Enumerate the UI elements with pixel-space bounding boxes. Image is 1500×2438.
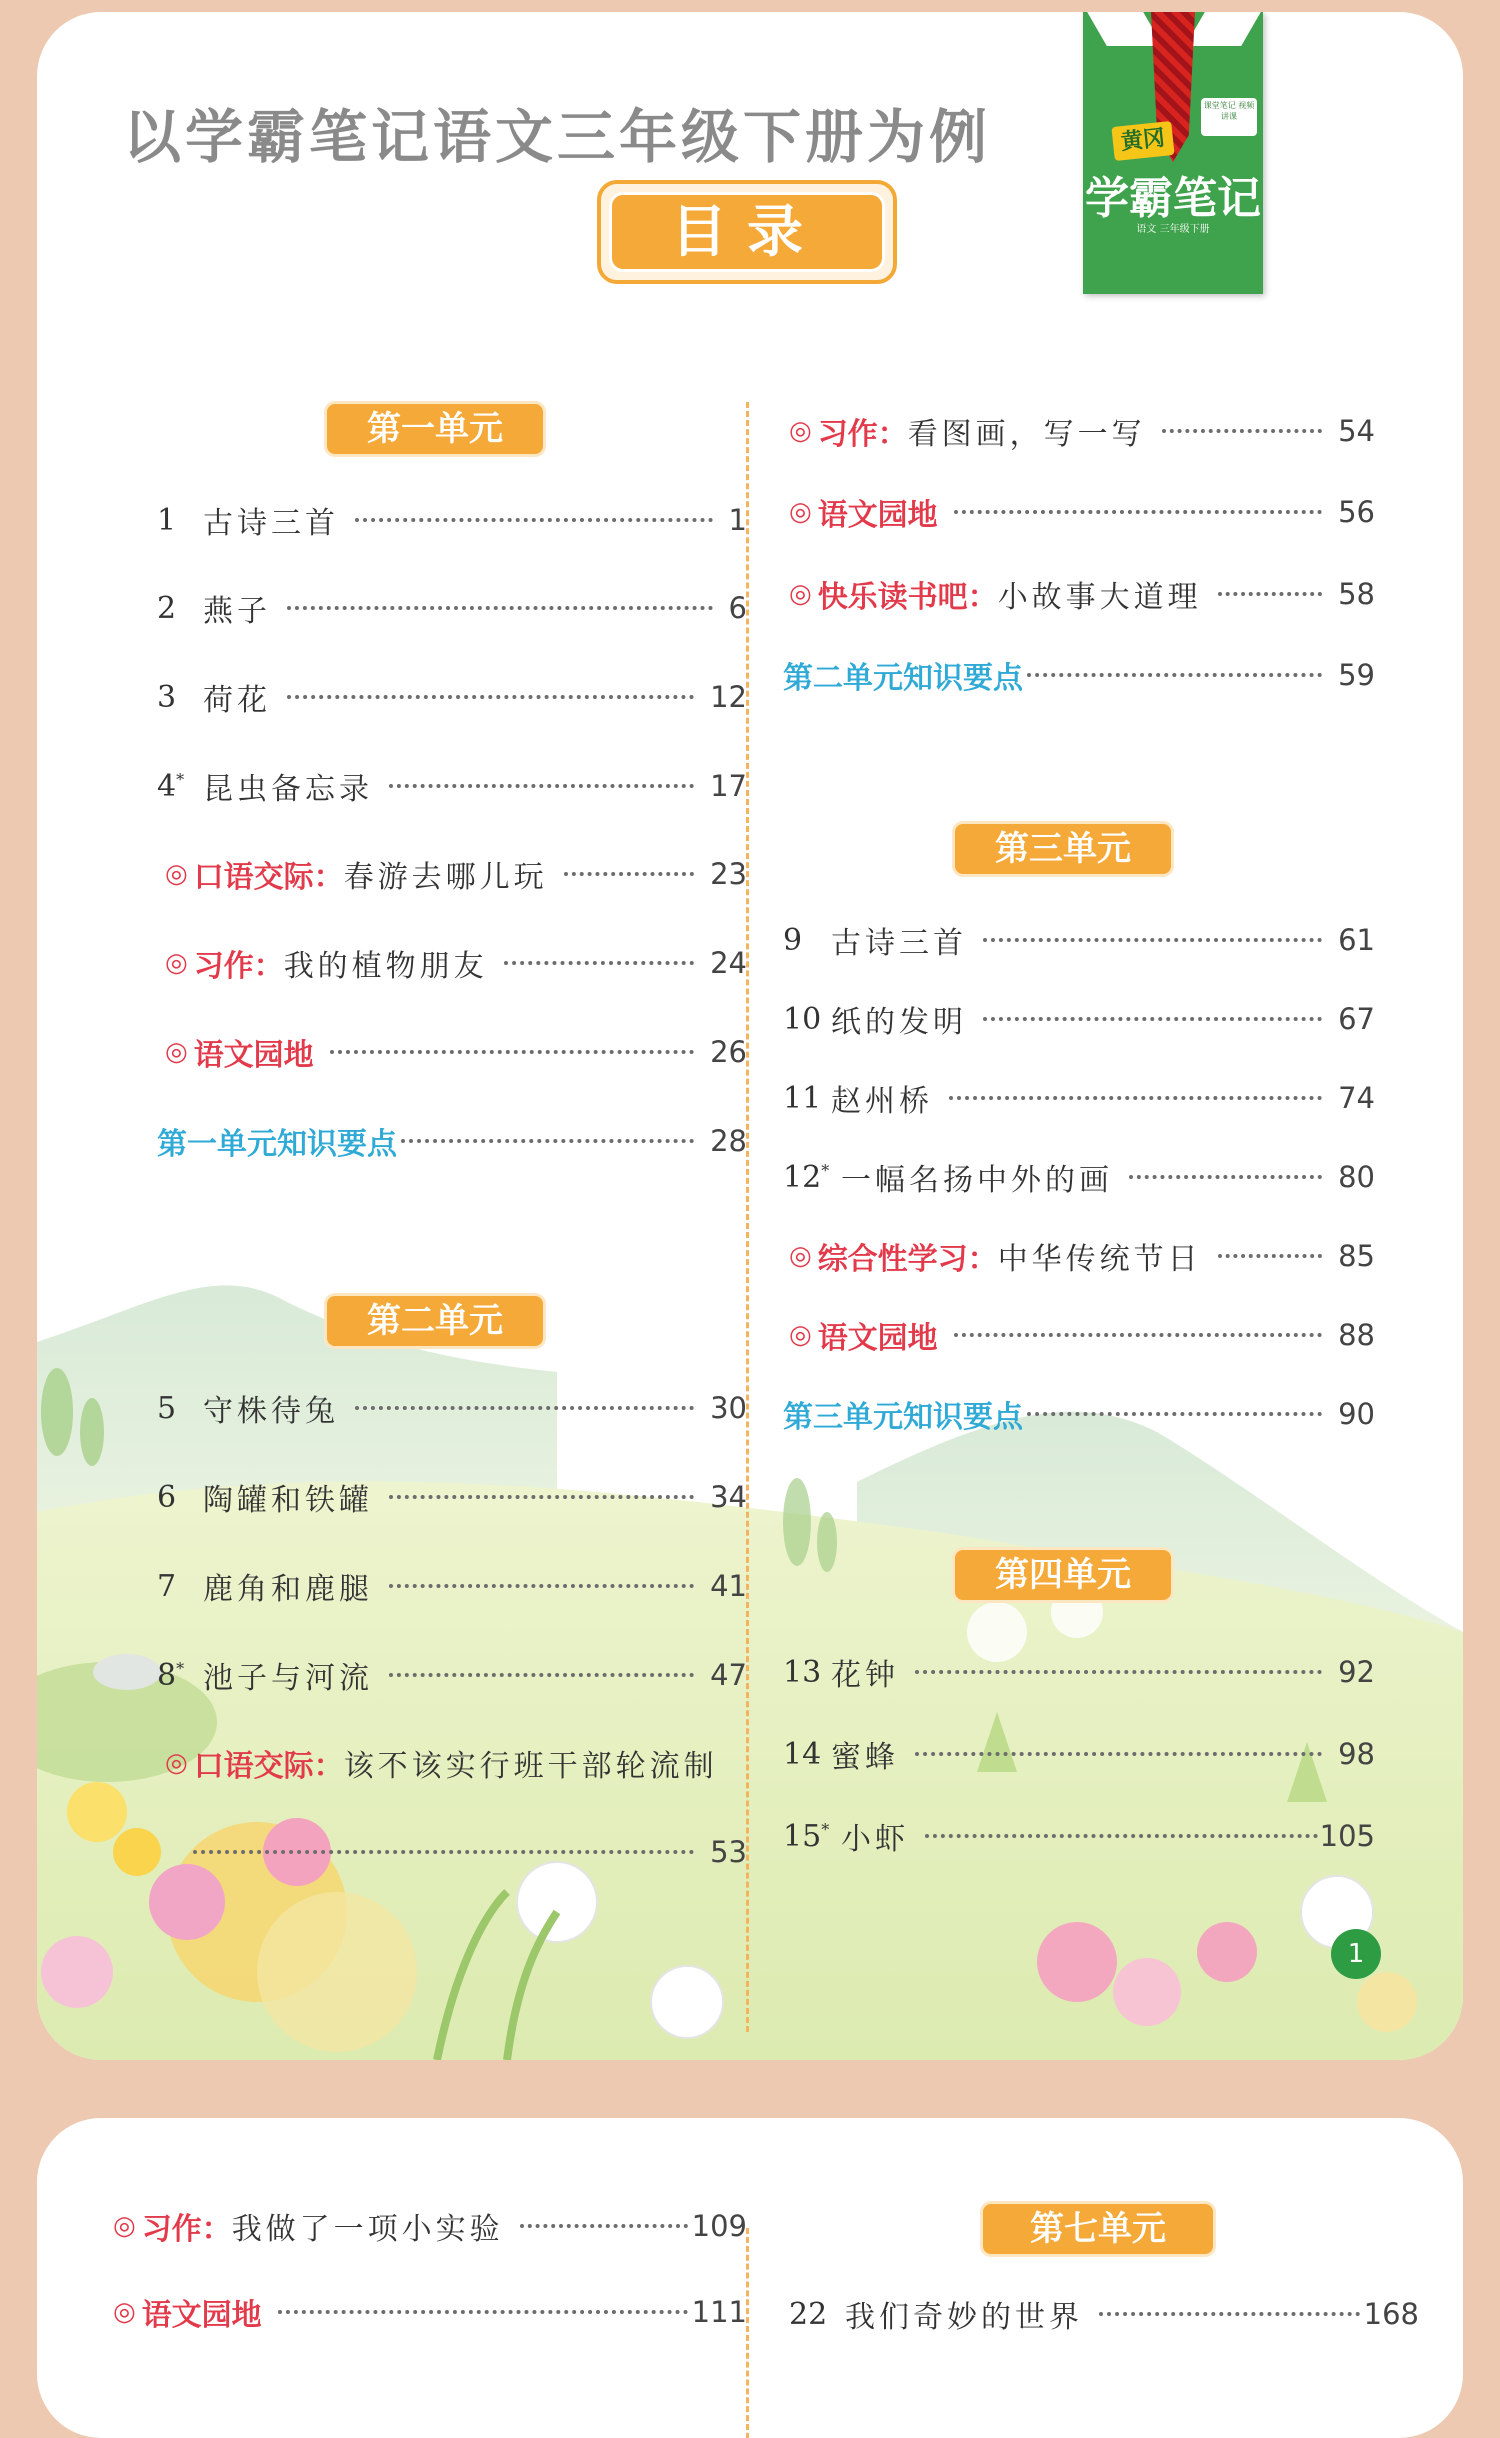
toc-entry-oral[interactable]: ◎ 口语交际： 春游去哪儿玩 23 — [165, 857, 747, 895]
toc-entry[interactable]: 14 蜜蜂 98 — [783, 1736, 1375, 1775]
toc-entry[interactable]: 11 赵州桥 74 — [783, 1080, 1375, 1119]
column-divider — [746, 402, 749, 2032]
toc-entry-reading[interactable]: ◎ 快乐读书吧： 小故事大道理 58 — [789, 577, 1375, 615]
bullet-icon: ◎ — [165, 1748, 188, 1778]
toc-card — [37, 12, 1463, 2060]
toc-entry[interactable]: 8* 池子与河流 47 — [157, 1657, 747, 1696]
book-tag: 课堂笔记 视频讲课 — [1201, 98, 1257, 136]
toc-entry-writing[interactable]: ◎ 习作： 我做了一项小实验 109 — [113, 2209, 747, 2247]
toc-entry-oral-page[interactable]: 53 — [193, 1828, 747, 1876]
bullet-icon: ◎ — [789, 579, 812, 609]
unit-badge-1: 第一单元 — [327, 404, 543, 454]
toc-entry-writing[interactable]: ◎ 习作： 我的植物朋友 24 — [165, 946, 747, 984]
toc-entry-garden[interactable]: ◎ 语文园地 88 — [789, 1318, 1375, 1356]
toc-entry-knowledge[interactable]: 第一单元知识要点 28 — [157, 1124, 747, 1162]
toc-entry[interactable]: 12* 一幅名扬中外的画 80 — [783, 1159, 1375, 1198]
bullet-icon: ◎ — [113, 2297, 136, 2327]
toc-entry-knowledge[interactable]: 第三单元知识要点 90 — [783, 1397, 1375, 1435]
book-collar-right — [1185, 12, 1261, 46]
page-heading: 以学霸笔记语文三年级下册为例 — [123, 103, 992, 171]
book-cover — [1083, 12, 1263, 294]
toc-card-next — [37, 2118, 1463, 2438]
toc-entry-garden[interactable]: ◎ 语文园地 26 — [165, 1035, 747, 1073]
bullet-icon: ◎ — [789, 497, 812, 527]
toc-entry-knowledge[interactable]: 第二单元知识要点 59 — [783, 658, 1375, 696]
unit-badge-3: 第三单元 — [955, 824, 1171, 874]
book-title: 学霸笔记 — [1085, 173, 1261, 224]
toc-entry[interactable]: 4* 昆虫备忘录 17 — [157, 768, 747, 807]
bullet-icon: ◎ — [113, 2211, 136, 2241]
toc-entry-garden[interactable]: ◎ 语文园地 56 — [789, 495, 1375, 533]
toc-entry[interactable]: 6 陶罐和铁罐 34 — [157, 1479, 747, 1518]
toc-entry[interactable]: 22 我们奇妙的世界 168 — [789, 2296, 1419, 2335]
book-subtitle: 语文 三年级下册 — [1136, 224, 1210, 235]
toc-entry-garden[interactable]: ◎ 语文园地 111 — [113, 2295, 747, 2333]
unit-badge-2: 第二单元 — [327, 1296, 543, 1346]
bullet-icon: ◎ — [165, 859, 188, 889]
bullet-icon: ◎ — [789, 1241, 812, 1271]
toc-entry-study[interactable]: ◎ 综合性学习： 中华传统节日 85 — [789, 1239, 1375, 1277]
toc-entry[interactable]: 13 花钟 92 — [783, 1654, 1375, 1693]
bullet-icon: ◎ — [789, 416, 812, 446]
toc-entry[interactable]: 5 守株待兔 30 — [157, 1390, 747, 1429]
unit-badge-7: 第七单元 — [983, 2204, 1213, 2254]
book-badge: 黄冈 — [1111, 121, 1174, 161]
toc-entry-writing[interactable]: ◎ 习作： 看图画，写一写 54 — [789, 414, 1375, 452]
toc-badge — [597, 180, 897, 284]
toc-entry[interactable]: 2 燕子 6 — [157, 590, 747, 629]
toc-entry[interactable]: 9 古诗三首 61 — [783, 922, 1375, 961]
bullet-icon: ◎ — [165, 948, 188, 978]
toc-label: 目录 — [609, 192, 885, 272]
page-number-badge: 1 — [1331, 1929, 1381, 1979]
bullet-icon: ◎ — [165, 1037, 188, 1067]
toc-entry[interactable]: 10 纸的发明 67 — [783, 1001, 1375, 1040]
toc-entry[interactable]: 15* 小虾 105 — [783, 1818, 1375, 1857]
unit-badge-4: 第四单元 — [955, 1550, 1171, 1600]
toc-entry[interactable]: 7 鹿角和鹿腿 41 — [157, 1568, 747, 1607]
bullet-icon: ◎ — [789, 1320, 812, 1350]
toc-entry[interactable]: 3 荷花 12 — [157, 679, 747, 718]
toc-entry[interactable]: 1 古诗三首 1 — [157, 502, 747, 541]
toc-entry-oral[interactable]: ◎ 口语交际： 该不该实行班干部轮流制 — [165, 1748, 718, 1784]
